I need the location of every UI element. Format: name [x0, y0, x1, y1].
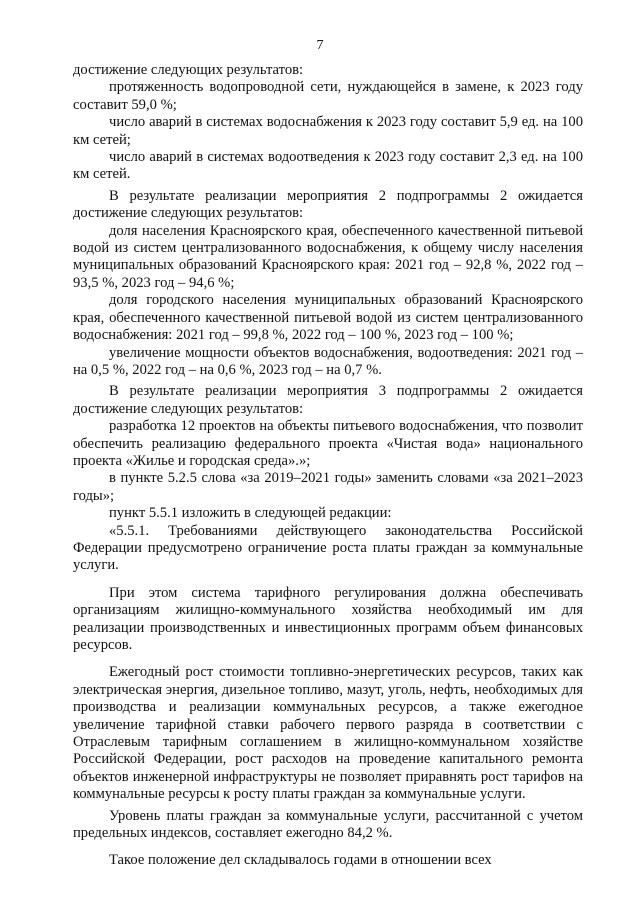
- paragraph: При этом система тарифного регулирования должна обеспечивать организациям жилищно-коммунального хозяйства необходимый им для реализации производственных и инвестиционных программ объем финансовых ресурсов.: [73, 584, 583, 653]
- paragraph: в пункте 5.2.5 слова «за 2019–2021 годы» заменить словами «за 2021–2023 годы»;: [73, 470, 583, 504]
- paragraph: увеличение мощности объектов водоснабжения, водоотведения: 2021 год – на 0,5 %, 2022 год – на 0,6 %, 2023 год – на 0,7 %.: [73, 344, 583, 378]
- paragraph: число аварий в системах водоснабжения к 2023 году составит 5,9 ед. на 100 км сетей;: [73, 114, 583, 148]
- paragraph: «5.5.1. Требованиями действующего законодательства Российской Федерации предусмотрено ограничение роста платы граждан за коммунальные услуги.: [73, 522, 583, 574]
- paragraph: В результате реализации мероприятия 2 подпрограммы 2 ожидается достижение следующих результатов:: [73, 187, 583, 222]
- paragraph: Ежегодный рост стоимости топливно-энергетических ресурсов, таких как электрическая энергия, дизельное топливо, мазут, уголь, нефть, необходимых для производства и реализации коммунальных ресурсов, а также ежегодное увеличение тарифной ставки рабочего первого разряда в соответствии с Отраслевым тарифным соглашением в жилищно-коммунальном хозяйстве Российской Федерации, рост расходов на проведение капитального ремонта объектов инженерной инфраструктуры не позволяет приравнять рост тарифов на коммунальные ресурсы к росту платы граждан за коммунальные услуги.: [73, 664, 583, 803]
- paragraph: разработка 12 проектов на объекты питьевого водоснабжения, что позволит обеспечить реализацию федерального проекта «Чистая вода» национального проекта «Жилье и городская среда».»;: [73, 418, 583, 469]
- paragraph: Такое положение дел складывалось годами в отношении всех: [109, 852, 492, 869]
- page-number: 7: [316, 38, 324, 53]
- paragraph: пункт 5.5.1 изложить в следующей редакции:: [109, 505, 392, 522]
- paragraph: доля населения Красноярского края, обеспеченного качественной питьевой водой из систем централизованного водоснабжения, к общему числу населения муниципальных образований Красноярского края: 2021 год – 92,8 %, 2022 год – 93,5 %, 2023 год – 94,6 %;: [73, 222, 583, 291]
- paragraph: доля городского населения муниципальных образований Красноярского края, обеспеченного качественной питьевой водой из систем централизованного водоснабжения: 2021 год – 99,8 %, 2022 год – 100 %, 2023 год – 100 %;: [73, 292, 583, 344]
- document-body: [73, 62, 583, 870]
- paragraph: В результате реализации мероприятия 3 подпрограммы 2 ожидается достижение следующих результатов:: [73, 383, 583, 417]
- paragraph: достижение следующих результатов:: [73, 62, 304, 78]
- paragraph: Уровень платы граждан за коммунальные услуги, рассчитанной с учетом предельных индексов, составляет ежегодно 84,2 %.: [73, 807, 583, 842]
- paragraph: протяженность водопроводной сети, нуждающейся в замене, к 2023 году составит 59,0 %;: [73, 79, 583, 113]
- paragraph: число аварий в системах водоотведения к 2023 году составит 2,3 ед. на 100 км сетей.: [73, 149, 583, 183]
